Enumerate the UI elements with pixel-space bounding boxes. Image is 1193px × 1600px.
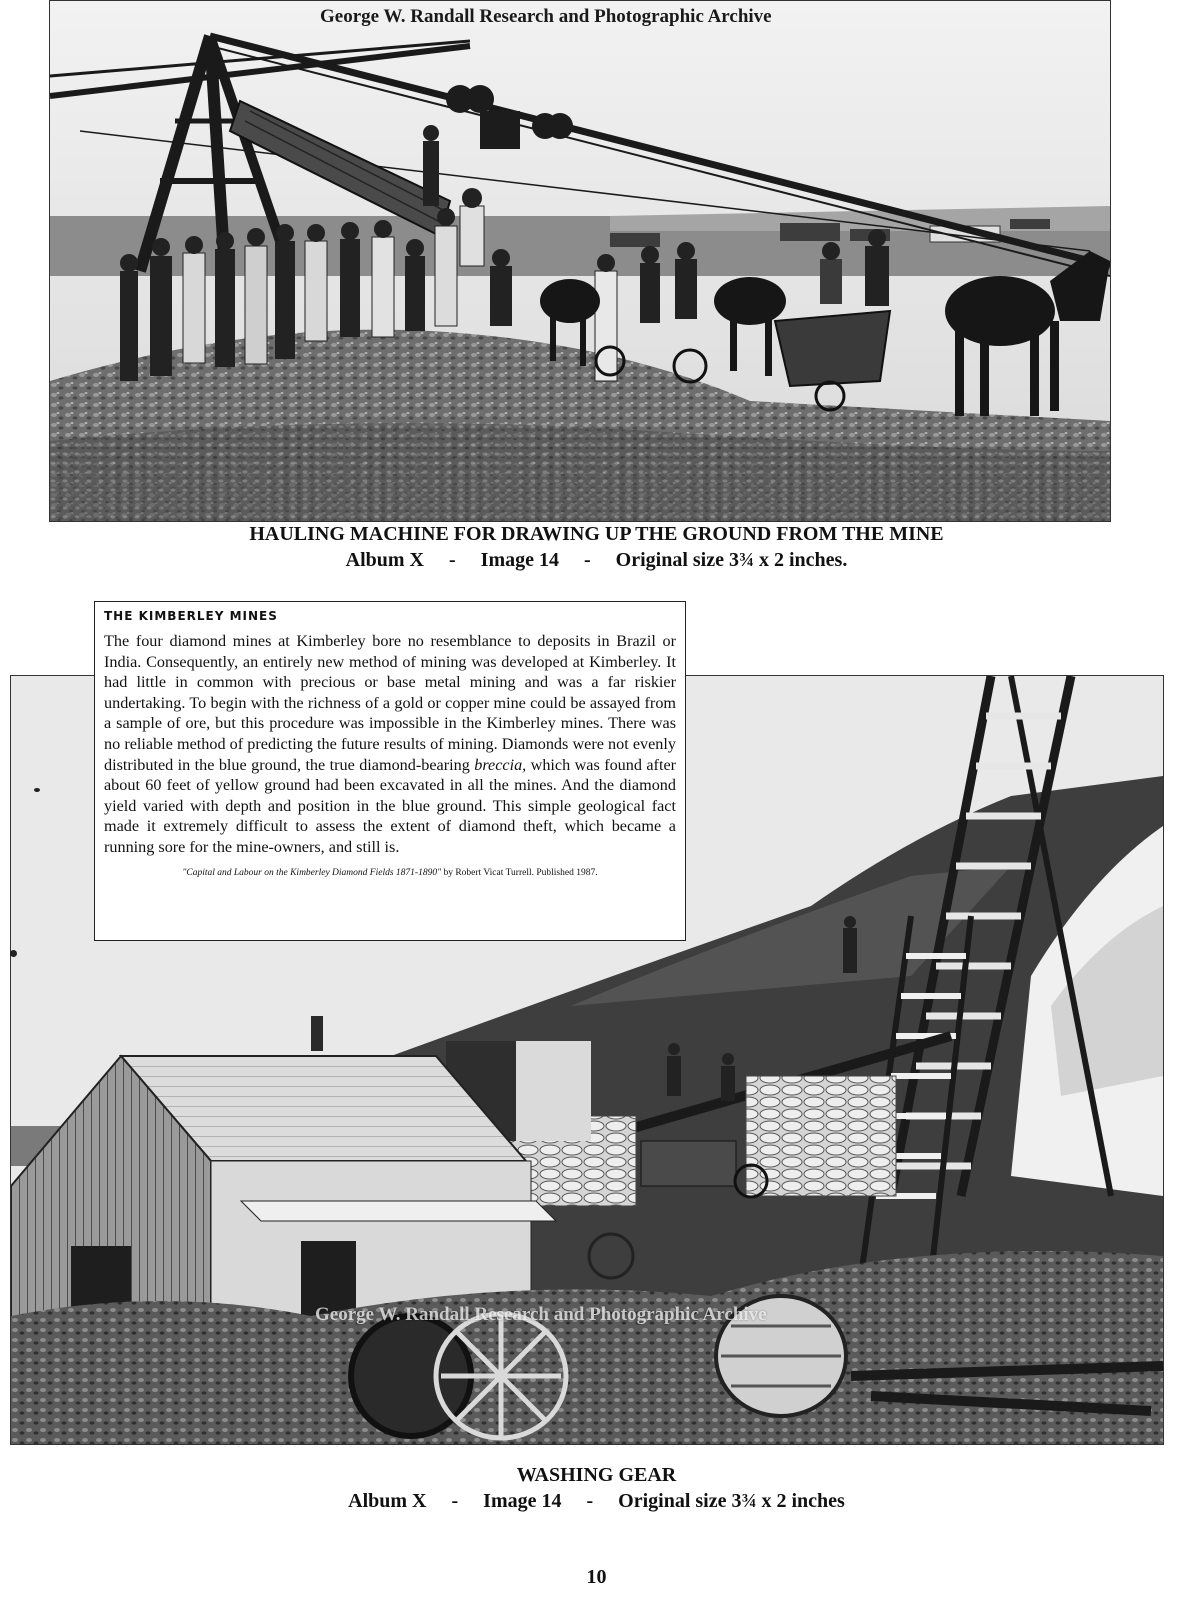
caption-separator: -	[449, 549, 456, 571]
top-photo-caption	[0, 521, 1193, 573]
caption-separator: -	[584, 549, 591, 571]
quote-body-part-2: which was found after about 60 feet of yellow ground had been excavated in all the mines. And the diamond yield varied with depth and position in the blue ground. This simple geological fact made it extremely difficult to assess the extent of diamond theft, which became a running sore for the mine-owners, and still is.	[104, 755, 677, 856]
quote-body-part-1: The four diamond mines at Kimberley bore no resemblance to deposits in Brazil or India. Consequently, an entirely new method of mining was developed at Kimberley. It had little in common with precious or base metal mining and was a far riskier undertaking. To begin with the richness of a gold or copper mine could be assayed from a sample of ore, but this procedure was impossible in the Kimberley mines. There was no reliable method of predicting the future results of mining. Diamonds were not evenly distributed in the blue ground, the true diamond-bearing	[104, 632, 676, 774]
bottom-photo-details	[0, 1488, 1193, 1514]
hauling-machine-photo	[49, 0, 1111, 522]
quote-body-italic-term: breccia,	[474, 755, 527, 774]
scan-speck	[34, 788, 40, 792]
quote-heading: THE KIMBERLEY MINES	[104, 609, 278, 623]
page-number: 10	[586, 1566, 607, 1588]
hauling-machine-illustration	[50, 1, 1110, 521]
archive-watermark-top: George W. Randall Research and Photographic Archive	[320, 6, 772, 27]
bottom-photo-original-size: Original size 3¾ x 2 inches	[618, 1490, 845, 1512]
quote-citation-author: by Robert Vicat Turrell. Published 1987.	[443, 867, 598, 878]
quote-citation	[104, 868, 676, 878]
quote-body	[104, 631, 676, 858]
quote-citation-title: "Capital and Labour on the Kimberley Diamond Fields 1871-1890"	[182, 867, 442, 878]
archive-watermark-bottom: George W. Randall Research and Photographic Archive	[315, 1304, 767, 1325]
bottom-photo-caption	[0, 1462, 1193, 1514]
bottom-photo-image-number: Image 14	[483, 1490, 562, 1512]
bottom-photo-title: WASHING GEAR	[516, 1464, 677, 1486]
caption-separator: -	[451, 1490, 459, 1512]
top-photo-image-number: Image 14	[480, 549, 559, 571]
bottom-photo-album: Album X	[348, 1490, 427, 1512]
top-photo-title: HAULING MACHINE FOR DRAWING UP THE GROUND FROM THE MINE	[249, 523, 944, 545]
top-photo-album: Album X	[345, 549, 424, 571]
kimberley-mines-quote-box	[94, 601, 686, 941]
caption-separator: -	[586, 1490, 594, 1512]
top-photo-original-size: Original size 3¾ x 2 inches.	[615, 549, 848, 571]
top-photo-details	[0, 547, 1193, 573]
scan-speck	[10, 950, 17, 957]
